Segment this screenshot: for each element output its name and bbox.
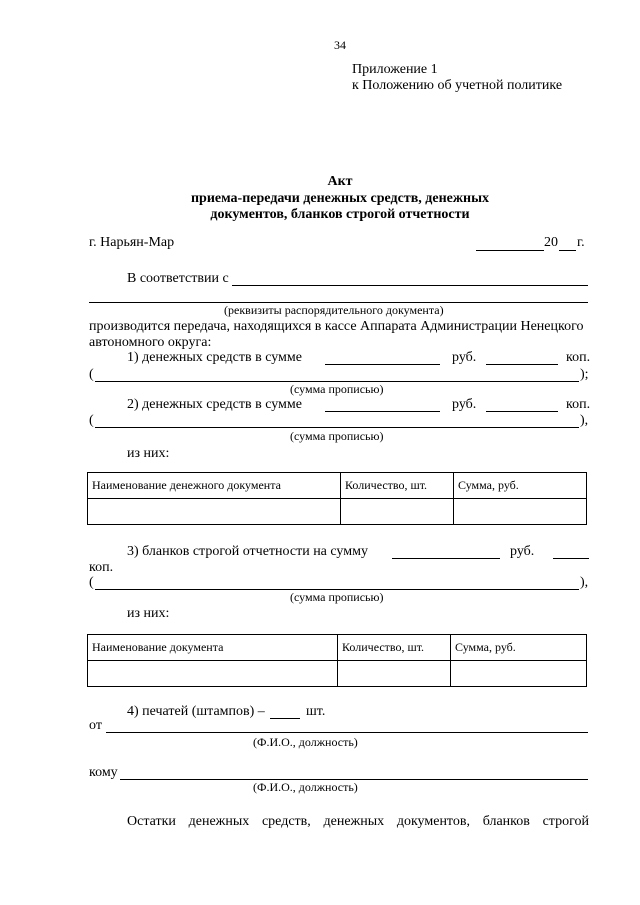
item2-close-paren: ),: [580, 413, 589, 428]
money-documents-table: [87, 472, 587, 525]
from-label: от: [89, 718, 102, 733]
basis-blank: [232, 285, 588, 286]
basis-paragraph-1: производится передача, находящихся в кассе Аппарата Администрации Ненецкого: [89, 319, 584, 334]
item1-caption: (сумма прописью): [290, 382, 384, 396]
table1-header-qty: Количество, шт.: [341, 473, 454, 499]
item1-label: 1) денежных средств в сумме: [127, 350, 302, 365]
from-blank: [106, 732, 588, 733]
to-label: кому: [89, 765, 118, 780]
table1-cell-name[interactable]: [88, 499, 341, 525]
item2-kop: коп.: [566, 397, 591, 412]
basis-paragraph-2: автономного округа:: [89, 335, 212, 350]
date-suffix: г.: [577, 235, 585, 250]
doc-title: Акт: [327, 174, 353, 189]
remainder-word: бланков: [482, 814, 530, 829]
item2-rub: руб.: [452, 397, 477, 412]
table1-cell-qty[interactable]: [341, 499, 454, 525]
page-number: 34: [334, 38, 346, 52]
item3-kop-blank: [553, 558, 589, 559]
item2-rub-blank: [325, 411, 440, 412]
item2-of-them: из них:: [127, 446, 170, 461]
table2-cell-qty[interactable]: [338, 661, 451, 687]
item4-unit: шт.: [306, 704, 326, 719]
item3-of-them: из них:: [127, 606, 170, 621]
city: г. Нарьян-Мар: [89, 235, 175, 250]
item2-caption: (сумма прописью): [290, 429, 384, 443]
strict-forms-table: [87, 634, 587, 687]
table1-header-name: Наименование денежного документа: [88, 473, 341, 499]
item3-rub-blank: [392, 558, 500, 559]
item1-rub: руб.: [452, 350, 477, 365]
item2-kop-blank: [486, 411, 558, 412]
item4-count-blank: [270, 718, 300, 719]
date-year-prefix: 20: [544, 235, 558, 250]
table2-header-name: Наименование документа: [88, 635, 338, 661]
doc-title-line3: документов, бланков строгой отчетности: [210, 207, 470, 222]
table2-header-qty: Количество, шт.: [338, 635, 451, 661]
remainder-word: строгой: [542, 814, 589, 829]
basis-lead: В соответствии с: [127, 271, 229, 286]
to-caption: (Ф.И.О., должность): [253, 780, 358, 794]
table-row: [88, 499, 587, 525]
item3-kop: коп.: [89, 560, 114, 575]
item3-rub: руб.: [510, 544, 535, 559]
item2-open-paren: (: [89, 413, 94, 428]
remainder-word: денежных: [323, 814, 385, 829]
item3-open-paren: (: [89, 575, 94, 590]
from-caption: (Ф.И.О., должность): [253, 735, 358, 749]
table2-cell-name[interactable]: [88, 661, 338, 687]
item1-open-paren: (: [89, 367, 94, 382]
item1-kop-blank: [486, 364, 558, 365]
item3-label: 3) бланков строгой отчетности на сумму: [127, 544, 368, 559]
table2-cell-sum[interactable]: [451, 661, 587, 687]
table1-header-sum: Сумма, руб.: [454, 473, 587, 499]
table2-header-sum: Сумма, руб.: [451, 635, 587, 661]
table1-cell-sum[interactable]: [454, 499, 587, 525]
table-row: [88, 661, 587, 687]
item1-kop: коп.: [566, 350, 591, 365]
item4-label: 4) печатей (штампов) –: [127, 704, 265, 719]
basis-caption: (реквизиты распорядительного документа): [224, 303, 444, 317]
remainder-paragraph: [127, 815, 589, 829]
item2-label: 2) денежных средств в сумме: [127, 397, 302, 412]
item1-rub-blank: [325, 364, 440, 365]
item1-close-paren: );: [580, 367, 589, 382]
date-day-blank: [476, 250, 544, 251]
item3-caption: (сумма прописью): [290, 590, 384, 604]
remainder-word: Остатки: [127, 814, 176, 829]
item3-close-paren: ),: [580, 575, 589, 590]
remainder-word: документов,: [396, 814, 470, 829]
date-year-blank: [559, 250, 576, 251]
remainder-word: денежных: [188, 814, 250, 829]
appendix-title: Приложение 1: [352, 62, 438, 77]
remainder-word: средств,: [261, 814, 311, 829]
doc-title-line2: приема-передачи денежных средств, денежных: [190, 191, 490, 206]
item2-words-blank: [95, 427, 579, 428]
appendix-subtitle: к Положению об учетной политике: [352, 78, 563, 93]
